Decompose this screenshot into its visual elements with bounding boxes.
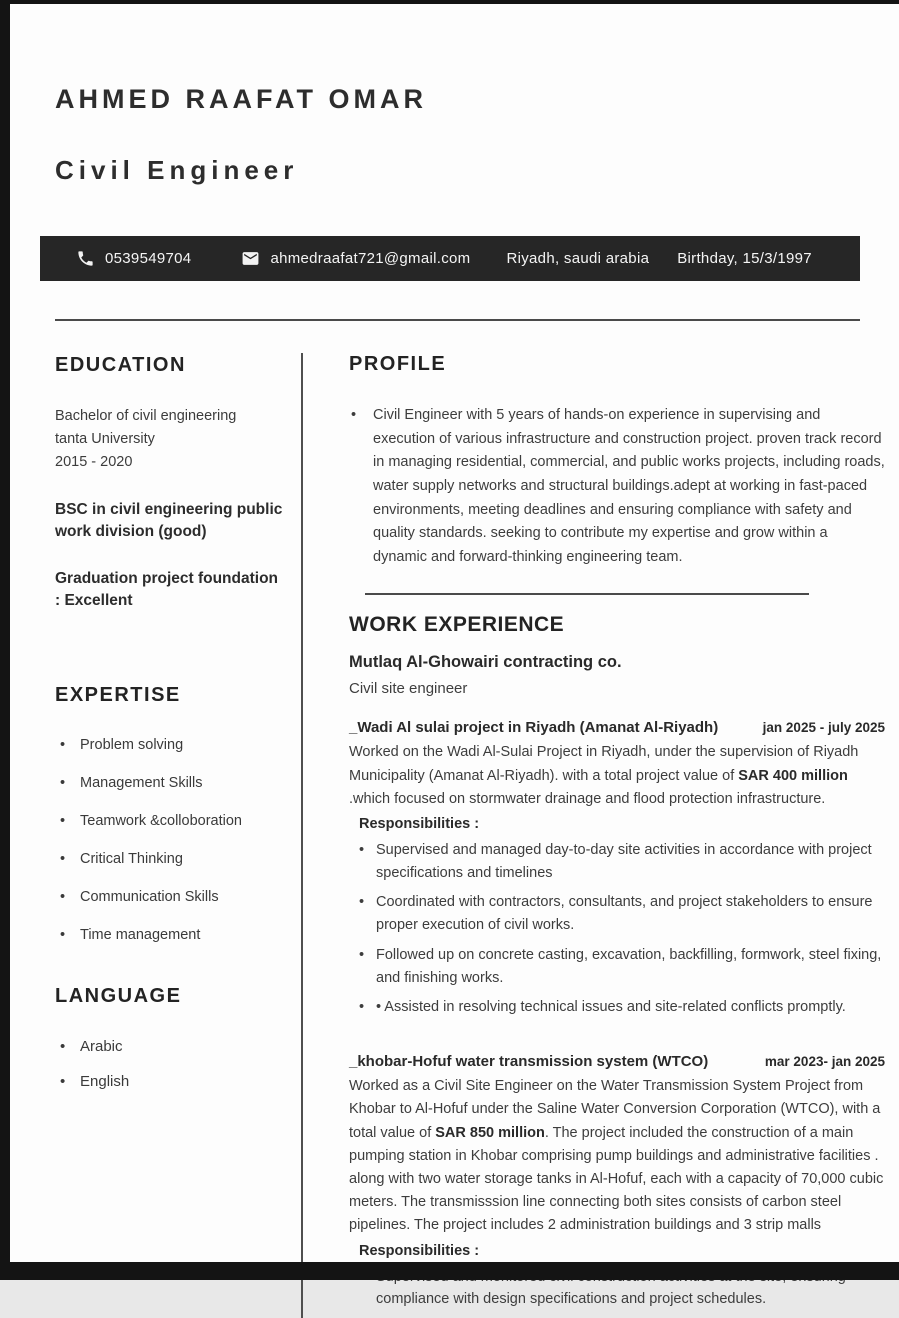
job-description-text: Worked as a Civil Site Engineer on the Water Transmission System Project from Khobar to Al-Hofuf under the Saline Water Conversion Corporation (WTCO), with a total value of [349, 1078, 881, 1141]
resume-header [0, 0, 899, 186]
expertise-item: • Critical Thinking [55, 851, 287, 867]
expertise-item: • Communication Skills [55, 889, 287, 905]
main-content [52, 353, 887, 1318]
job-title: _khobar-Hofuf water transmission system (WTCO) [349, 1053, 709, 1071]
job-dates: jan 2025 - july 2025 [762, 720, 885, 736]
profile-heading: PROFILE [349, 353, 447, 375]
profile-summary: • Civil Engineer with 5 years of hands-on experience in supervising and execution of various infrastructure and construction project. proven track record in managing residential, commercial, and public works projects, including roads, water supply networks and structural buildings.adept at working in fast-paced environments, meeting deadlines and ensuring compliance with safety and quality standards. seeking to contribute my expertise and grow within a dynamic and forward-thinking engineering team. [349, 404, 885, 569]
email-address: ahmedraafat721@gmail.com [270, 250, 471, 267]
responsibilities-heading: Responsibilities : [359, 815, 480, 832]
expertise-item: • Problem solving [55, 737, 287, 753]
phone-number: 0539549704 [105, 250, 192, 267]
responsibility-item: • Coordinated with contractors, consultants, and project stakeholders to ensure proper execution of civil works. [349, 891, 885, 937]
responsibilities-list [349, 839, 885, 1019]
left-column [52, 353, 303, 1318]
expertise-item: • Management Skills [55, 775, 287, 791]
contact-bar [40, 236, 860, 281]
expertise-item: • Teamwork &colloboration [55, 813, 287, 829]
job-dates: mar 2023- jan 2025 [764, 1054, 885, 1070]
work-experience-heading: WORK EXPERIENCE [349, 613, 565, 637]
job-description-text: Worked on the Wadi Al-Sulai Project in Riyadh, under the supervision of Riyadh Municipality (Amanat Al-Riyadh). with a total project value of [349, 744, 859, 784]
job-value-highlight: SAR 400 million [738, 767, 848, 784]
language-item: • English [55, 1073, 287, 1090]
responsibility-item: • Supervised and managed day-to-day site activities in accordance with project specifications and timelines [349, 839, 885, 885]
language-list [55, 1038, 287, 1090]
contact-location [506, 250, 649, 267]
profile-section [349, 353, 885, 569]
responsibility-item: • • Assisted in resolving technical issues and site-related conflicts promptly. [349, 996, 885, 1019]
expertise-item: • Time management [55, 927, 287, 943]
birthday-text: Birthday, 15/3/1997 [677, 250, 812, 267]
job-title: _Wadi Al sulai project in Riyadh (Amanat Al-Riyadh) [349, 719, 719, 737]
company-name: Mutlaq Al-Ghowairi contracting co. [349, 653, 622, 672]
job-description-text: . The project included the construction of a main pumping station in Khobar comprising pump buildings and administrative facilities . along with two water storage tanks in Al-Hofuf, each with a capacity of 70,000 cubic meters. The transmisssion line connecting both sites consists of carbon steel pipelines. The project includes 2 administration buildings and 3 strip malls [349, 1124, 884, 1234]
profile-divider [365, 593, 809, 595]
contact-email [241, 249, 470, 268]
language-item: • Arabic [55, 1038, 287, 1055]
candidate-name: AHMED RAAFAT OMAR [55, 84, 427, 114]
education-line: tanta University [55, 431, 155, 448]
expertise-list [55, 737, 287, 943]
expertise-heading: EXPERTISE [55, 684, 181, 707]
page-top-border [0, 0, 899, 4]
job-description-text: .which focused on stormwater drainage and flood protection infrastructure. [349, 790, 826, 807]
page-left-border [0, 0, 10, 1280]
header-divider [55, 319, 860, 321]
responsibility-item: • compliance with design specifications and project schedules. [349, 1266, 885, 1312]
contact-phone [76, 249, 191, 268]
job-description [349, 741, 885, 811]
page-bottom-border [0, 1262, 899, 1280]
expertise-section [55, 684, 287, 943]
job-value-highlight: SAR 850 million [435, 1124, 545, 1141]
company-role: Civil site engineer [349, 680, 468, 698]
education-line: Bachelor of civil engineering [55, 408, 237, 424]
responsibility-item: • Followed up on concrete casting, excavation, backfilling, formwork, steel fixing, and finishing works. [349, 944, 885, 990]
email-icon [241, 249, 260, 268]
education-heading: EDUCATION [55, 354, 186, 376]
education-degree: BSC in civil engineering public work division (good) [55, 500, 283, 541]
location-text: Riyadh, saudi arabia [506, 250, 650, 267]
contact-birthday [677, 250, 812, 267]
education-line: 2015 - 2020 [55, 454, 133, 471]
job-entry [349, 719, 885, 1019]
candidate-title: Civil Engineer [55, 155, 299, 185]
responsibilities-heading: Responsibilities : [359, 1242, 480, 1259]
job-description [349, 1075, 885, 1237]
work-experience-section [349, 613, 885, 1311]
education-graduation: Graduation project foundation : Excellent [55, 569, 279, 609]
phone-icon [76, 249, 95, 268]
profile-list [349, 404, 885, 569]
right-column [303, 353, 887, 1318]
language-section [55, 985, 287, 1090]
language-heading: LANGUAGE [55, 985, 182, 1008]
education-section [55, 354, 287, 612]
